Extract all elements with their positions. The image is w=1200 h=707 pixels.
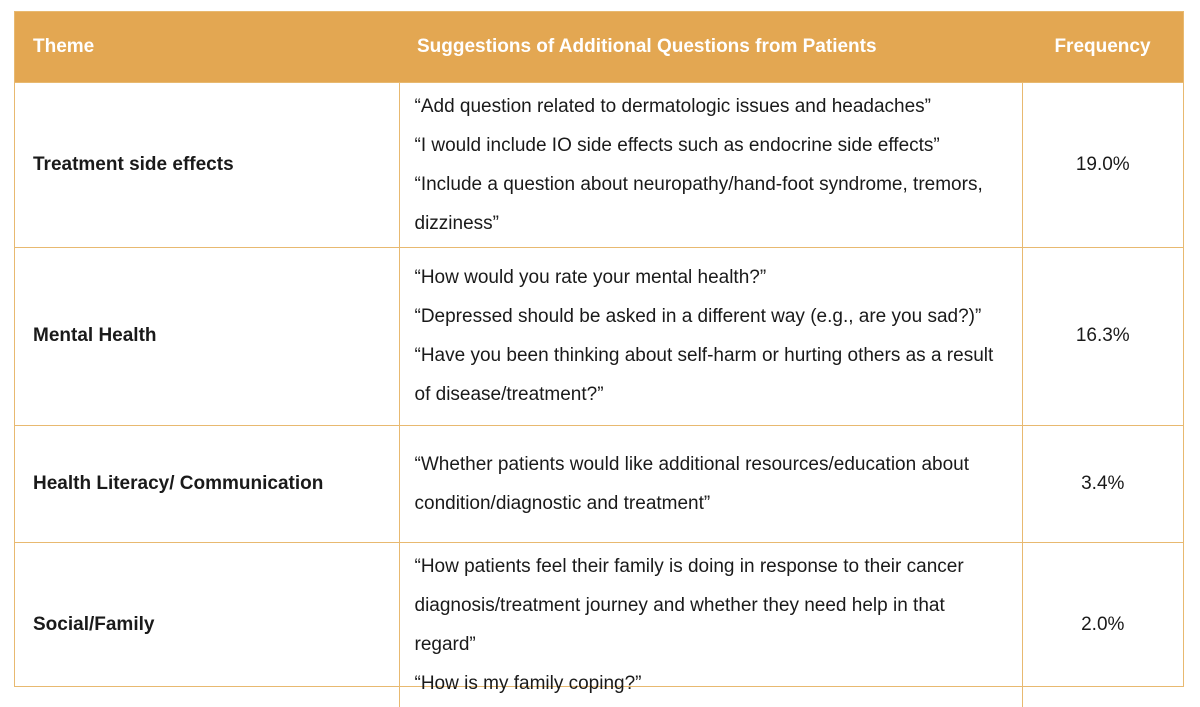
suggestions-cell	[399, 425, 1022, 542]
suggestion-quote: “Include a question about neuropathy/hand-foot syndrome, tremors, dizziness”	[414, 173, 983, 234]
theme-cell: Mental Health	[15, 247, 399, 425]
header-frequency: Frequency	[1054, 35, 1151, 57]
suggestion-quote: “Depressed should be asked in a different way (e.g., are you sad?)”	[414, 306, 982, 327]
suggestion-quote: “Whether patients would like additional resources/education about condition/diagnostic and treatment”	[414, 453, 969, 514]
suggestion-quote: “Add question related to dermatologic issues and headaches”	[414, 95, 931, 117]
header-row	[15, 12, 1183, 82]
frequency-cell: 3.4%	[1022, 425, 1183, 542]
table-row	[15, 425, 1183, 542]
suggestions-cell	[399, 82, 1022, 247]
suggestion-quote: “How would you rate your mental health?”	[414, 267, 767, 288]
table-row	[15, 542, 1183, 707]
suggestion-quote: “How is my family coping?”	[414, 672, 642, 694]
table-row	[15, 247, 1183, 425]
suggestions-cell	[399, 247, 1022, 425]
header-suggestions: Suggestions of Additional Questions from Patients	[417, 35, 877, 57]
table-header	[15, 12, 1183, 82]
suggestion-quote: “I would include IO side effects such as endocrine side effects”	[414, 134, 940, 156]
table-body	[15, 82, 1183, 707]
table-row	[15, 82, 1183, 247]
suggestions-table-container	[14, 11, 1184, 694]
frequency-cell: 2.0%	[1022, 542, 1183, 707]
suggestions-table	[15, 12, 1183, 707]
header-theme: Theme	[33, 35, 95, 57]
theme-cell: Treatment side effects	[15, 82, 399, 247]
frequency-cell: 16.3%	[1022, 247, 1183, 425]
suggestion-quote: “How patients feel their family is doing in response to their cancer diagnosis/treatment journey and whether they need help in that regard”	[414, 555, 964, 655]
suggestions-cell	[399, 542, 1022, 707]
theme-cell: Health Literacy/ Communication	[15, 425, 399, 542]
suggestion-quote: “Have you been thinking about self-harm or hurting others as a result of disease/treatment?”	[414, 345, 994, 405]
frequency-cell: 19.0%	[1022, 82, 1183, 247]
theme-cell: Social/Family	[15, 542, 399, 707]
